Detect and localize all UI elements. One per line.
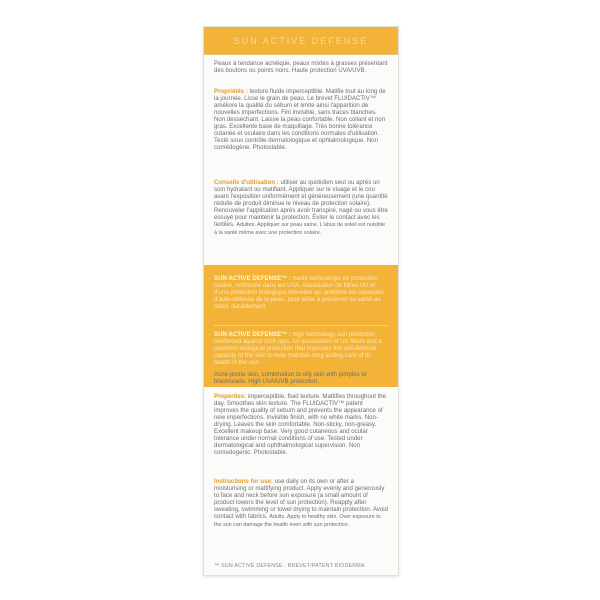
band-en-text: high technology sun protection, reinforced against UVA rays. An association of UV filters and a patented biological protection that improves the self-defense capacity of the skin to help maintain long lasting care of its health in the sun. xyxy=(214,331,382,367)
en-instructions-label: Instructions for use: xyxy=(214,478,273,485)
fr-advice-label: Conseils d'utilisation : xyxy=(214,179,279,186)
fr-properties-label: Propriétés : xyxy=(214,88,248,95)
en-properties-text: imperceptible, fluid texture. Mattifies throughout the day. Smoothes skin texture. The FLUIDACTIV™ patent improves the quality of sebum and prevents the appearance of new imperfections. Invisible finish, with no white marks. Non-drying. Leaves the skin comfortable. Non-sticky, non-greasy. Excellent makeup base. Very good cutaneous and ocular tolerance under normal conditions of use. Tested under dermatological and ophthalmological supervision. Non comedogenic. Photostable. xyxy=(214,393,387,457)
en-instructions-small: Adults. Apply to healthy skin. Over exposure to the sun can damage the health even with sun protection. xyxy=(214,514,381,528)
fr-properties-text: texture fluide imperceptible. Matifie tout au long de la journée. Lisse le grain de peau. Le brevet FLUIDACTIV™ améliore la qualité du sébum et limite ainsi l'apparition de nouvelles imperfections. Fini invisible, sans traces blanches. Non desséchant. Laisse la peau confortable. Non collant et non gras. Excellente base de maquillage. Très bonne tolérance cutanée et oculaire dans les conditions normales d'utilisation. Testé sous contrôle dermatologique et ophtalmologique. Non comédogène. Photostable. xyxy=(214,88,386,152)
fr-intro: Peaux à tendance acnéique, peaux mixtes à grasses présentant des boutons ou points noirs. Haute protection UVA/UVB. xyxy=(214,60,388,75)
band-divider xyxy=(214,325,388,326)
en-instructions-text: use daily on its own or after a moisturising or mattifying product. Apply evenly and generously to face and neck before sun exposure (a small amount of product lowers the level of sun protection). Reapply after sweating, swimming or towel drying to maintain protection. Avoid contact with fabrics. xyxy=(214,478,388,521)
patent-note: ™ SUN ACTIVE DEFENSE : BREVET/PATENT BIODERMA xyxy=(214,563,365,569)
band-fr-text: haute technologie de protection solaire, renforcée dans les UVA. Association de filtres UV et d'une protection biologique brevetée qui améliore les capacités d'auto-défense de la peau, pour aider à préserver sa santé au soleil, durablement. xyxy=(214,275,384,311)
en-properties xyxy=(214,393,388,456)
product-box-back xyxy=(203,26,399,576)
top-band-text: SUN ACTIVE DEFENSE xyxy=(233,35,369,46)
flap-line xyxy=(204,54,398,55)
en-intro: Acne-prone skin, combination to oily skin with pimples or blackheads. High UVA/UVB protection. xyxy=(214,371,367,386)
band-en xyxy=(214,331,388,366)
band-en-label: SUN ACTIVE DEFENSE™ : xyxy=(214,331,291,338)
fr-advice-text: utiliser au quotidien seul ou après un soin hydratant ou matifiant. Appliquer sur le visage et le cou avant l'exposition uniformément et généreusement (une quantité réduite de produit diminue le niveau de protection solaire). Renouveler l'application après avoir transpiré, nagé ou vous être essuyé pour maintenir la protection. Éviter le contact avec les textiles. xyxy=(214,179,388,229)
band-fr xyxy=(214,275,388,310)
fr-advice xyxy=(214,179,388,236)
fr-properties xyxy=(214,88,388,151)
fr-advice-small: Adultes. Appliquer sur peau saine. L'abus de soleil est nuisible à la santé même avec une protection solaire. xyxy=(214,222,386,236)
en-instructions xyxy=(214,478,388,528)
top-band xyxy=(204,27,398,54)
band-fr-label: SUN ACTIVE DEFENSE™ : xyxy=(214,275,291,282)
yellow-band xyxy=(204,265,398,387)
en-properties-label: Properties: xyxy=(214,393,247,400)
